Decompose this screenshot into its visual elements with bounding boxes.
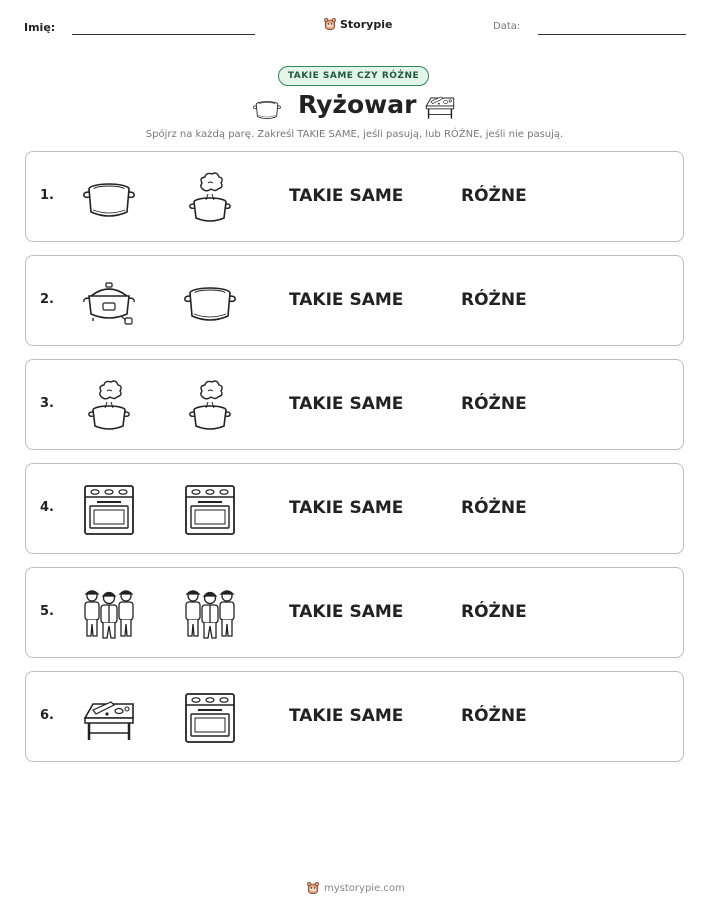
option-same[interactable]: TAKIE SAME	[289, 498, 404, 518]
exercise-row	[25, 567, 684, 658]
worksheet-header	[0, 14, 709, 42]
exercise-row	[25, 255, 684, 346]
exercise-row	[25, 463, 684, 554]
brand-logo	[323, 15, 392, 33]
option-same[interactable]: TAKIE SAME	[289, 602, 404, 622]
option-same[interactable]: TAKIE SAME	[289, 394, 404, 414]
row-number: 3.	[40, 396, 54, 411]
storypie-mascot-icon	[323, 17, 337, 31]
brand-name: Storypie	[340, 17, 393, 31]
steaming-pot-icon	[81, 378, 137, 434]
date-label: Data:	[493, 21, 521, 32]
pot-icon	[182, 274, 238, 330]
option-different[interactable]: RÓŻNE	[461, 394, 527, 414]
row-number: 4.	[40, 500, 54, 515]
option-different[interactable]: RÓŻNE	[461, 186, 527, 206]
option-same[interactable]: TAKIE SAME	[289, 290, 404, 310]
exercise-row	[25, 671, 684, 762]
page-title: Ryżowar	[298, 90, 417, 119]
option-different[interactable]: RÓŻNE	[461, 706, 527, 726]
title-row	[0, 90, 709, 126]
worksheet-type-badge: TAKIE SAME CZY RÓŻNE	[278, 66, 429, 86]
stove-icon	[182, 482, 238, 538]
footer	[306, 878, 405, 898]
stove-icon	[81, 482, 137, 538]
name-label: Imię:	[24, 21, 56, 34]
rice-cooker-icon	[81, 274, 137, 330]
instructions: Spójrz na każdą parę. Zakreśl TAKIE SAME, jeśli pasują, lub RÓŻNE, jeśli nie pasują.	[145, 129, 564, 140]
storypie-mascot-icon	[306, 881, 320, 895]
exercise-row	[25, 359, 684, 450]
option-different[interactable]: RÓŻNE	[461, 602, 527, 622]
row-number: 5.	[40, 604, 54, 619]
row-number: 6.	[40, 708, 54, 723]
stove-icon	[182, 690, 238, 746]
footer-url: mystorypie.com	[324, 882, 405, 894]
name-field-line[interactable]	[72, 34, 255, 35]
pot-icon	[252, 94, 282, 124]
date-field-line[interactable]	[538, 34, 686, 35]
kitchen-table-icon	[424, 90, 456, 122]
pot-icon	[81, 170, 137, 226]
row-number: 1.	[40, 188, 54, 203]
steaming-pot-icon	[182, 170, 238, 226]
workers-group-icon	[81, 586, 137, 642]
option-same[interactable]: TAKIE SAME	[289, 706, 404, 726]
kitchen-table-icon	[81, 690, 137, 746]
workers-group-icon	[182, 586, 238, 642]
steaming-pot-icon	[182, 378, 238, 434]
option-same[interactable]: TAKIE SAME	[289, 186, 404, 206]
option-different[interactable]: RÓŻNE	[461, 498, 527, 518]
exercise-row	[25, 151, 684, 242]
row-number: 2.	[40, 292, 54, 307]
option-different[interactable]: RÓŻNE	[461, 290, 527, 310]
